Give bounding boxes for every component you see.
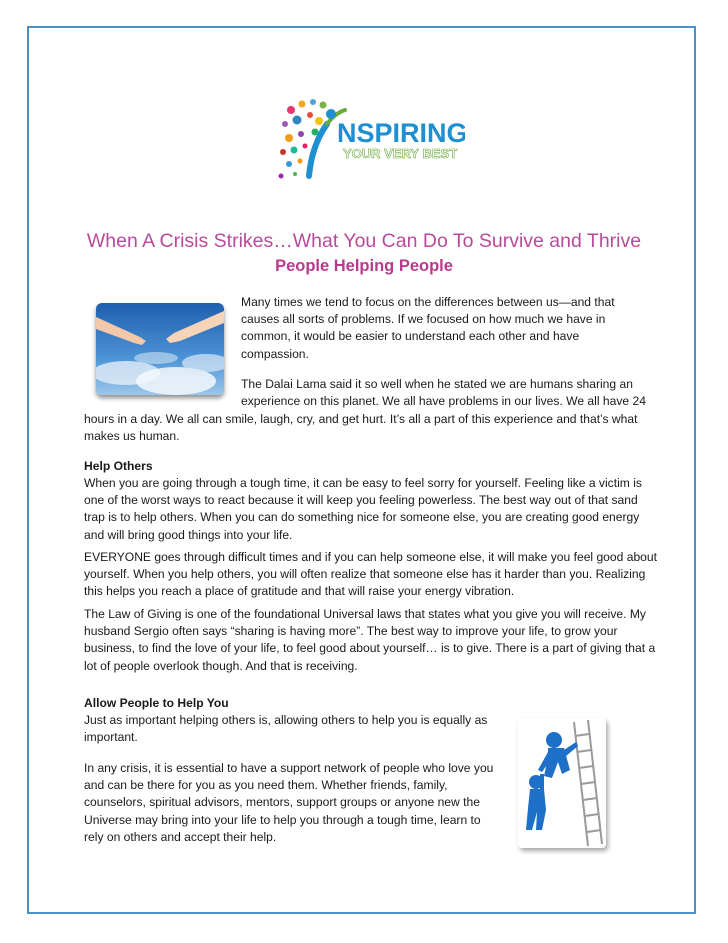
ladder-helping-image: [518, 718, 606, 848]
inspiring-logo: [275, 94, 465, 190]
help-others-paragraph-3: The Law of Giving is one of the foundational Universal laws that states what you give you will receive. My husband Sergio often says “sharing is having more”. The best way to improve your life, to grow your business, to find the love of your life, to feel good about yourself… is to give. There is a part of giving that a lot of people overlook though. And that is receiving.: [84, 607, 656, 673]
logo-word-tagline: YOUR VERY BEST: [343, 146, 458, 161]
allow-help-paragraph-2: In any crisis, it is essential to have a support network of people who love you and can be there for you as you need them. Whether friends, family, counselors, spiritual advisors, mentors, support groups or anyone new the Universe may bring into your life to help you through a tough time, learn to rely on others and accept their help.: [84, 761, 494, 844]
document-subtitle: People Helping People: [275, 257, 453, 275]
intro-paragraph-2a: The Dalai Lama said it so well when he stated we are humans sharing an experience on this planet. We all have problems in our lives. We all have 24: [241, 377, 646, 409]
allow-help-heading: Allow People to Help You: [84, 696, 229, 710]
help-others-paragraph-1: When you are going through a tough time, it can be easy to feel sorry for yourself. Feeling like a victim is one of the worst ways to react because it will keep you feeling powerless. The best way out of that sand trap is to help others. When you can do something nice for someone else, you are creating good energy and will bring good things into your life.: [84, 476, 642, 542]
document-title: When A Crisis Strikes…What You Can Do To Survive and Thrive: [86, 230, 642, 252]
help-others-paragraph-2: EVERYONE goes through difficult times and if you can help someone else, it will make you feel good about yourself. When you help others, you will often realize that someone else has it harder than you. Realizing this helps you reach a place of gratitude and that will raise your energy vibration.: [84, 550, 657, 599]
allow-help-paragraph-1: Just as important helping others is, allowing others to help you is equally as important.: [84, 713, 488, 745]
intro-paragraph-2b: hours in a day. We all can smile, laugh, cry, and get hurt. It’s all a part of this experience and that’s what makes us human.: [84, 412, 638, 444]
logo-graphic: [275, 94, 465, 190]
logo-word-inspiring: NSPIRING: [337, 118, 465, 148]
hands-sky-photo: [96, 303, 224, 395]
help-others-heading: Help Others: [84, 459, 153, 473]
intro-paragraph-1: Many times we tend to focus on the differences between us—and that causes all sorts of problems. If we focused on how much we have in common, it would be easier to understand each other and have compassion.: [241, 295, 615, 361]
